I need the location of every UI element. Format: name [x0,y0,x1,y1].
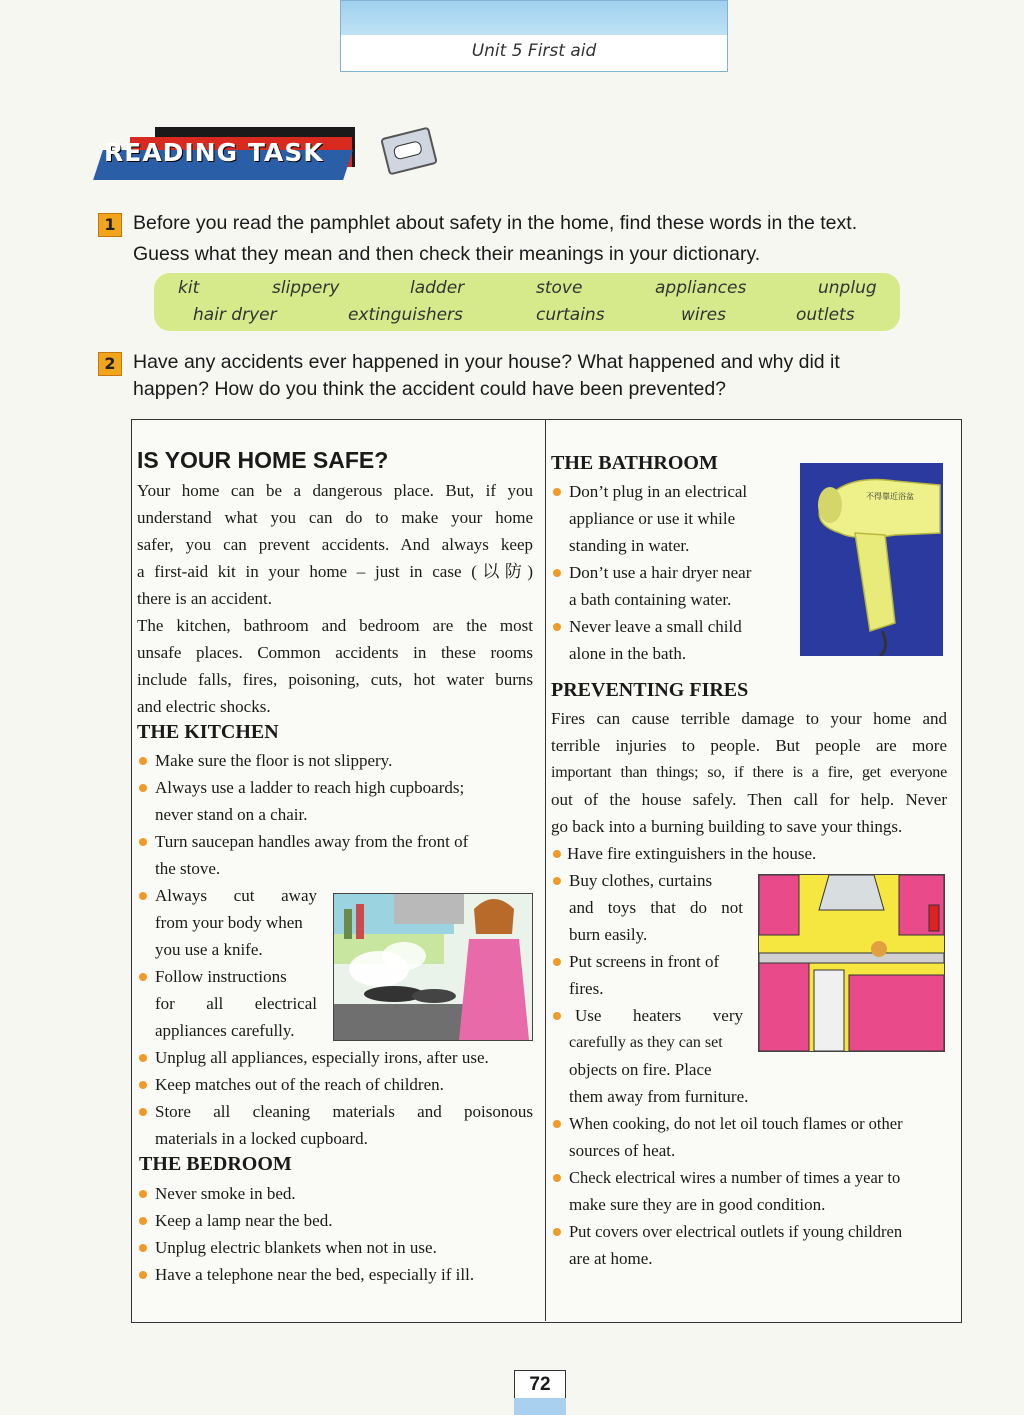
bullet-icon [553,877,561,885]
intro2-line: and electric shocks. [137,697,271,716]
bullet-icon [553,1228,561,1236]
fire-tip: When cooking, do not let oil touch flames or other [569,1114,903,1133]
kitchen-tip: Make sure the floor is not slippery. [155,751,393,770]
task-1-line-1: Before you read the pamphlet about safety in the home, find these words in the text. [133,212,858,234]
bathroom-tip: a bath containing water. [569,590,732,609]
bullet-icon [139,1271,147,1279]
kitchen-tip: Keep matches out of the reach of children. [155,1075,444,1094]
bullet-icon [139,757,147,765]
fire-tip: are at home. [569,1249,653,1268]
fire-tip: Put covers over electrical outlets if young children [569,1222,903,1241]
bedroom-heading: THE BEDROOM [139,1153,292,1175]
intro-line: understand what you can do to make your home [137,508,533,527]
vocab-word: stove [536,278,583,298]
kitchen-tip: Always cut away [155,886,317,905]
bathroom-tip: Don’t plug in an electrical [569,482,748,501]
kitchen-tip: you use a knife. [155,940,263,959]
column-divider [545,419,546,1321]
bathroom-tip: appliance or use it while [569,509,736,528]
task-2-line-2: happen? How do you think the accident could have been prevented? [133,378,727,400]
fire-tip: Check electrical wires a number of times a year to [569,1168,901,1187]
vocab-word: curtains [536,305,605,325]
bathroom-heading: THE BATHROOM [551,452,718,474]
kitchen-illustration [758,874,945,1052]
bullet-icon [139,1244,147,1252]
bullet-icon [139,1190,147,1198]
vocab-word: kit [178,278,200,298]
kitchen-tip: Always use a ladder to reach high cupboards; [155,778,465,797]
fire-tip: Have fire extinguishers in the house. [567,844,817,863]
pamphlet-title: IS YOUR HOME SAFE? [137,447,389,473]
fire-tip: Use heaters very [575,1006,743,1025]
bullet-icon [139,1217,147,1225]
bedroom-tip: Unplug electric blankets when not in use. [155,1238,437,1257]
fires-intro-line: important than things; so, if there is a fire, get everyone [551,764,947,781]
bullet-icon [139,1081,147,1089]
bullet-icon [139,838,147,846]
fire-tip: sources of heat. [569,1141,676,1160]
task-2-line-1: Have any accidents ever happened in your house? What happened and why did it [133,351,840,373]
fire-tip: them away from furniture. [569,1087,749,1106]
task-2-number: 2 [98,352,122,376]
bullet-icon [139,973,147,981]
unit-header [340,0,728,72]
fire-tip: Buy clothes, curtains [569,871,713,890]
intro-line: a first-aid kit in your home – just in case (以防) [137,562,533,581]
kitchen-tip: appliances carefully. [155,1021,295,1040]
vocab-word: outlets [796,305,855,325]
fires-intro-line: out of the house safely. Then call for help. Never [551,790,947,809]
bullet-icon [553,850,561,858]
intro2-line: The kitchen, bathroom and bedroom are the most [137,616,533,635]
bedroom-tip: Keep a lamp near the bed. [155,1211,333,1230]
hair-dryer-photo [800,463,943,656]
bathroom-tip: Never leave a small child [569,617,742,636]
bedroom-tip: Never smoke in bed. [155,1184,296,1203]
fires-intro-line: Fires can cause terrible damage to your home and [551,709,947,728]
reading-task-title: READING TASK [104,138,324,167]
fire-tip: carefully as they can set [569,1034,723,1051]
kitchen-tip: Unplug all appliances, especially irons, after use. [155,1048,489,1067]
bathroom-tip: alone in the bath. [569,644,687,663]
cooking-illustration [333,893,533,1041]
bullet-icon [553,488,561,496]
bullet-icon [553,1120,561,1128]
intro2-line: include falls, fires, poisoning, cuts, hot water burns [137,670,533,689]
kitchen-tip: for all electrical [155,994,317,1013]
vocab-word: extinguishers [348,305,463,325]
vocab-word: unplug [818,278,877,298]
intro-line: safer, you can prevent accidents. And always keep [137,535,533,554]
fire-tip: Put screens in front of [569,952,720,971]
bullet-icon [553,1174,561,1182]
fire-tip: fires. [569,979,604,998]
kitchen-tip: the stove. [155,859,221,878]
unit-title: Unit 5 First aid [471,41,597,61]
fire-tip: make sure they are in good condition. [569,1195,826,1214]
bullet-icon [553,1012,561,1020]
bullet-icon [139,892,147,900]
fire-tip: objects on fire. Place [569,1060,712,1079]
bullet-icon [139,1108,147,1116]
bullet-icon [553,623,561,631]
vocab-word: wires [681,305,726,325]
kitchen-tip: Store all cleaning materials and poisonous [155,1102,533,1121]
bedroom-tip: Have a telephone near the bed, especially if ill. [155,1265,475,1284]
kitchen-tip: from your body when [155,913,303,932]
kitchen-tip: materials in a locked cupboard. [155,1129,368,1148]
cassette-tape-icon [380,127,438,176]
fires-intro-line: go back into a burning building to save your things. [551,817,903,836]
page-number-band [514,1398,566,1415]
vocab-word: ladder [410,278,465,298]
vocab-word: appliances [655,278,747,298]
kitchen-tip: Follow instructions [155,967,287,986]
hair-dryer-label: 不得靠近浴盆 [866,492,914,501]
kitchen-tip: never stand on a chair. [155,805,308,824]
fire-tip: and toys that do not [569,898,743,917]
header-water-band [341,1,727,35]
intro-line: Your home can be a dangerous place. But, if you [137,481,533,500]
task-1-number: 1 [98,213,122,237]
intro2-line: unsafe places. Common accidents in these rooms [137,643,533,662]
task-1-line-2: Guess what they mean and then check their meanings in your dictionary. [133,243,761,265]
fire-tip: burn easily. [569,925,648,944]
fires-heading: PREVENTING FIRES [551,679,749,701]
vocab-word: hair dryer [193,305,277,325]
kitchen-heading: THE KITCHEN [137,721,279,743]
vocab-word: slippery [272,278,340,298]
bathroom-tip: standing in water. [569,536,690,555]
bullet-icon [139,784,147,792]
bullet-icon [553,569,561,577]
bullet-icon [553,958,561,966]
fires-intro-line: terrible injuries to people. But people are more [551,736,947,755]
bullet-icon [139,1054,147,1062]
page-number: 72 [514,1370,566,1400]
kitchen-tip: Turn saucepan handles away from the front of [155,832,469,851]
bathroom-tip: Don’t use a hair dryer near [569,563,752,582]
intro-line: there is an accident. [137,589,272,608]
